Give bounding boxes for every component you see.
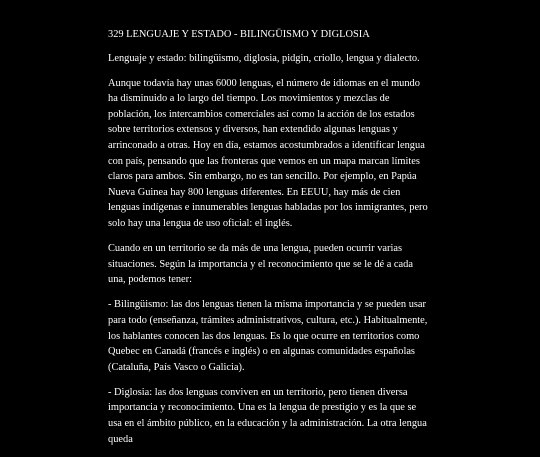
article-paragraph-diglossia: - Diglosia: las dos lenguas conviven en un territorio, pero tienen diversa importancia y reconocimiento. Una es la lengua de prestigio y es la que se usa en el ámbito público, en la educación y la administración. La otra lengua queda bbox=[108, 386, 427, 445]
article bbox=[108, 27, 432, 457]
article-subtitle-paragraph: Lenguaje y estado: bilingüismo, diglosia, pidgin, criollo, lengua y dialecto. bbox=[108, 52, 420, 64]
article-paragraph-intro: Aunque todavía hay unas 6000 lenguas, el número de idiomas en el mundo ha disminuido a lo largo del tiempo. Los movimientos y mezclas de población, los intercambios comerciales así como la acción de los estados sobre territorios extensos y diversos, han extendido algunas lenguas y arrinconado a otras. Hoy en día, estamos acostumbrados a identificar lengua con país, pensando que las fronteras que vemos en un mapa marcan límites claros para ambos. Sin embargo, no es tan sencillo. Por ejemplo, en Papúa Nueva Guinea hay 800 lenguas diferentes. En EEUU, hay más de cien lenguas indígenas e innumerables lenguas habladas por los inmigrantes, pero solo hay una lengua de uso oficial: el inglés. bbox=[108, 77, 428, 230]
article-title: 329 LENGUAJE Y ESTADO - BILINGÜISMO Y DIGLOSIA bbox=[108, 29, 370, 40]
article-paragraph-situations: Cuando en un territorio se da más de una lengua, pueden ocurrir varias situaciones. Según la importancia y el reconocimiento que se le dé a cada una, podemos tener: bbox=[108, 243, 413, 286]
article-paragraph-bilingualism: - Bilingüismo: las dos lenguas tienen la misma importancia y se pueden usar para todo (enseñanza, trámites administrativos, cultura, etc.). Habitualmente, los hablantes conocen las dos lenguas. Es lo que ocurre en territorios como Quebec en Canadá (francés e inglés) o en algunas comunidades españolas (Cataluña, País Vasco o Galicia). bbox=[108, 299, 428, 373]
